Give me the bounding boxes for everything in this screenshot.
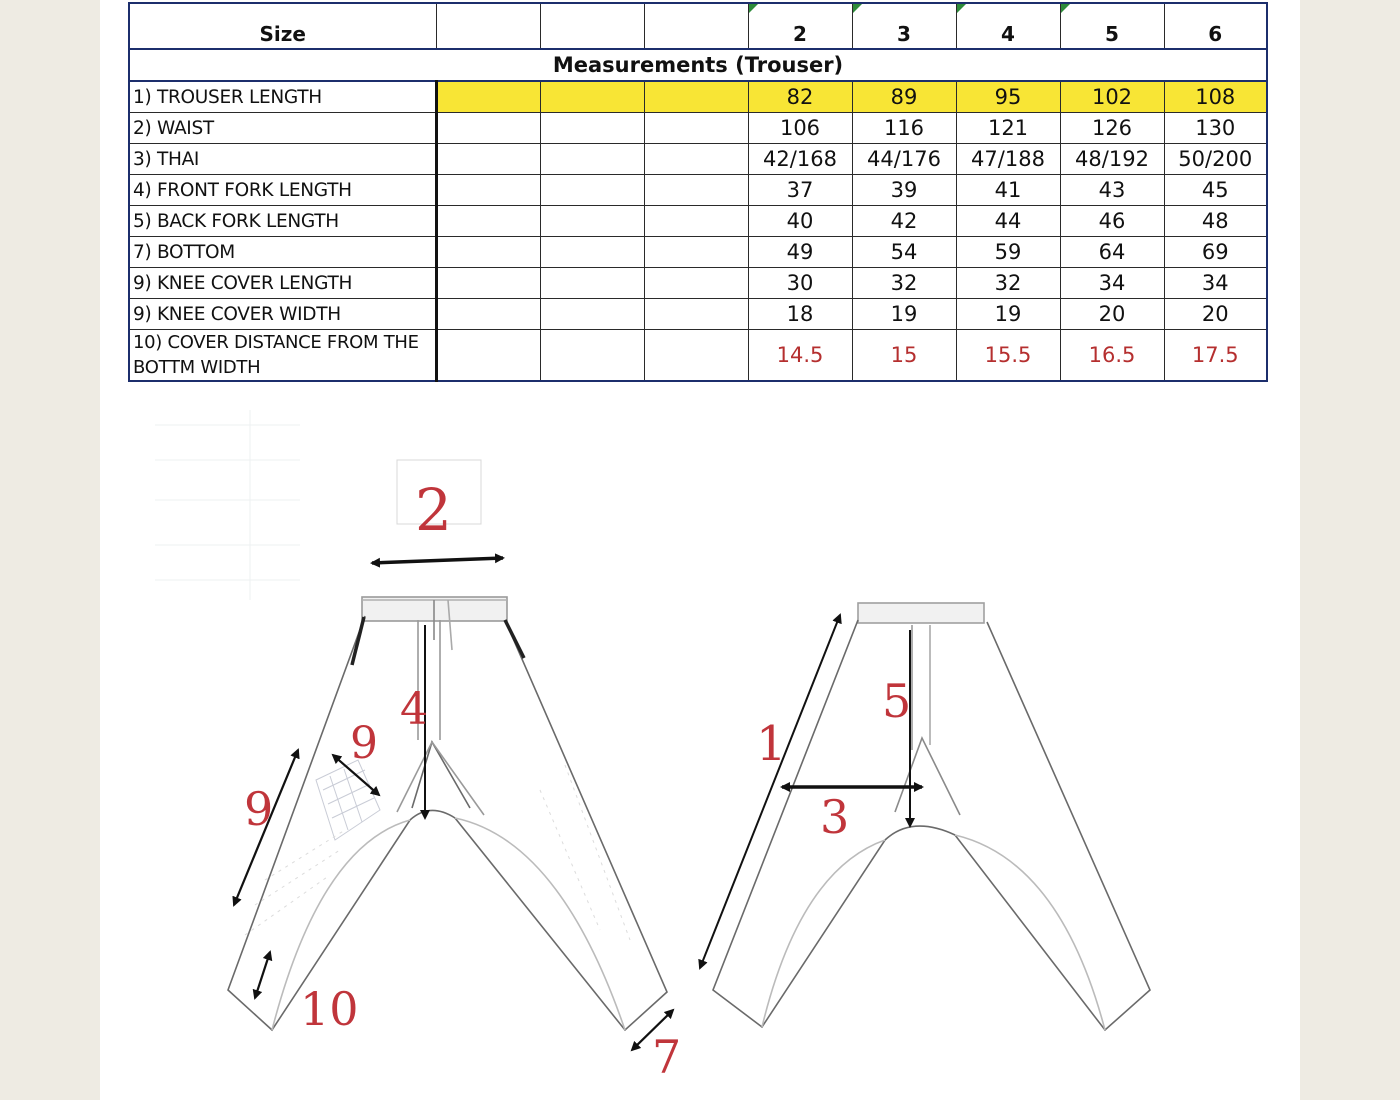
- value-cell: 40: [748, 206, 852, 237]
- value-cell: 82: [748, 81, 852, 113]
- row-label: 1) TROUSER LENGTH: [129, 81, 436, 113]
- value-cell: 121: [956, 113, 1060, 144]
- marker-knee-cover-length: 9: [244, 782, 274, 836]
- value-cell: 44/176: [852, 144, 956, 175]
- value-cell: 106: [748, 113, 852, 144]
- row-label: 2) WAIST: [129, 113, 436, 144]
- value-cell: 49: [748, 237, 852, 268]
- size-label: Size: [129, 3, 436, 49]
- value-cell: 19: [956, 299, 1060, 330]
- row-label: 4) FRONT FORK LENGTH: [129, 175, 436, 206]
- marker-back-fork: 5: [882, 674, 912, 728]
- value-cell: 17.5: [1164, 330, 1267, 382]
- size-cell: 5: [1060, 3, 1164, 49]
- value-cell: 54: [852, 237, 956, 268]
- value-cell: 15.5: [956, 330, 1060, 382]
- value-cell: 39: [852, 175, 956, 206]
- value-cell: 20: [1164, 299, 1267, 330]
- marker-trouser-length: 1: [756, 716, 787, 772]
- value-cell: 126: [1060, 113, 1164, 144]
- front-side-seams: [352, 617, 524, 665]
- row-label: 5) BACK FORK LENGTH: [129, 206, 436, 237]
- value-cell: 42: [852, 206, 956, 237]
- value-cell: 30: [748, 268, 852, 299]
- value-cell: 42/168: [748, 144, 852, 175]
- value-cell: 48: [1164, 206, 1267, 237]
- value-cell: 34: [1164, 268, 1267, 299]
- row-label: 10) COVER DISTANCE FROM THE BOTTM WIDTH: [129, 330, 436, 382]
- trouser-length-arrow: [700, 615, 840, 968]
- value-cell: 69: [1164, 237, 1267, 268]
- value-cell: 37: [748, 175, 852, 206]
- value-cell: 64: [1060, 237, 1164, 268]
- size-cell: 4: [956, 3, 1060, 49]
- waist-arrow: [372, 558, 503, 563]
- value-cell: 32: [956, 268, 1060, 299]
- marker-cover-distance: 10: [300, 982, 359, 1036]
- value-cell: 41: [956, 175, 1060, 206]
- row-label: 9) KNEE COVER WIDTH: [129, 299, 436, 330]
- value-cell: 59: [956, 237, 1060, 268]
- cover-distance-arrow: [255, 952, 270, 998]
- size-cell: 6: [1164, 3, 1267, 49]
- marker-knee-cover-width: 9: [350, 718, 378, 769]
- value-cell: 14.5: [748, 330, 852, 382]
- value-cell: 32: [852, 268, 956, 299]
- row-label: 9) KNEE COVER LENGTH: [129, 268, 436, 299]
- marker-bottom: 7: [652, 1030, 682, 1084]
- value-cell: 45: [1164, 175, 1267, 206]
- value-cell: 46: [1060, 206, 1164, 237]
- value-cell: 50/200: [1164, 144, 1267, 175]
- value-cell: 95: [956, 81, 1060, 113]
- marker-waist: 2: [415, 476, 452, 544]
- front-trouser-outline: [228, 597, 667, 1030]
- faint-grid: [155, 410, 300, 600]
- knee-cover-grid: [316, 760, 380, 840]
- marker-front-fork: 4: [400, 684, 428, 735]
- row-label: 7) BOTTOM: [129, 237, 436, 268]
- value-cell: 19: [852, 299, 956, 330]
- value-cell: 20: [1060, 299, 1164, 330]
- value-cell: 16.5: [1060, 330, 1164, 382]
- value-cell: 130: [1164, 113, 1267, 144]
- size-cell: 3: [852, 3, 956, 49]
- marker-thai: 3: [820, 790, 850, 844]
- value-cell: 44: [956, 206, 1060, 237]
- value-cell: 34: [1060, 268, 1164, 299]
- back-trouser-outline: [713, 603, 1150, 1030]
- value-cell: 47/188: [956, 144, 1060, 175]
- section-title: Measurements (Trouser): [129, 49, 1267, 81]
- value-cell: 116: [852, 113, 956, 144]
- value-cell: 108: [1164, 81, 1267, 113]
- size-cell: 2: [748, 3, 852, 49]
- value-cell: 89: [852, 81, 956, 113]
- value-cell: 102: [1060, 81, 1164, 113]
- value-cell: 43: [1060, 175, 1164, 206]
- value-cell: 15: [852, 330, 956, 382]
- row-label: 3) THAI: [129, 144, 436, 175]
- value-cell: 18: [748, 299, 852, 330]
- value-cell: 48/192: [1060, 144, 1164, 175]
